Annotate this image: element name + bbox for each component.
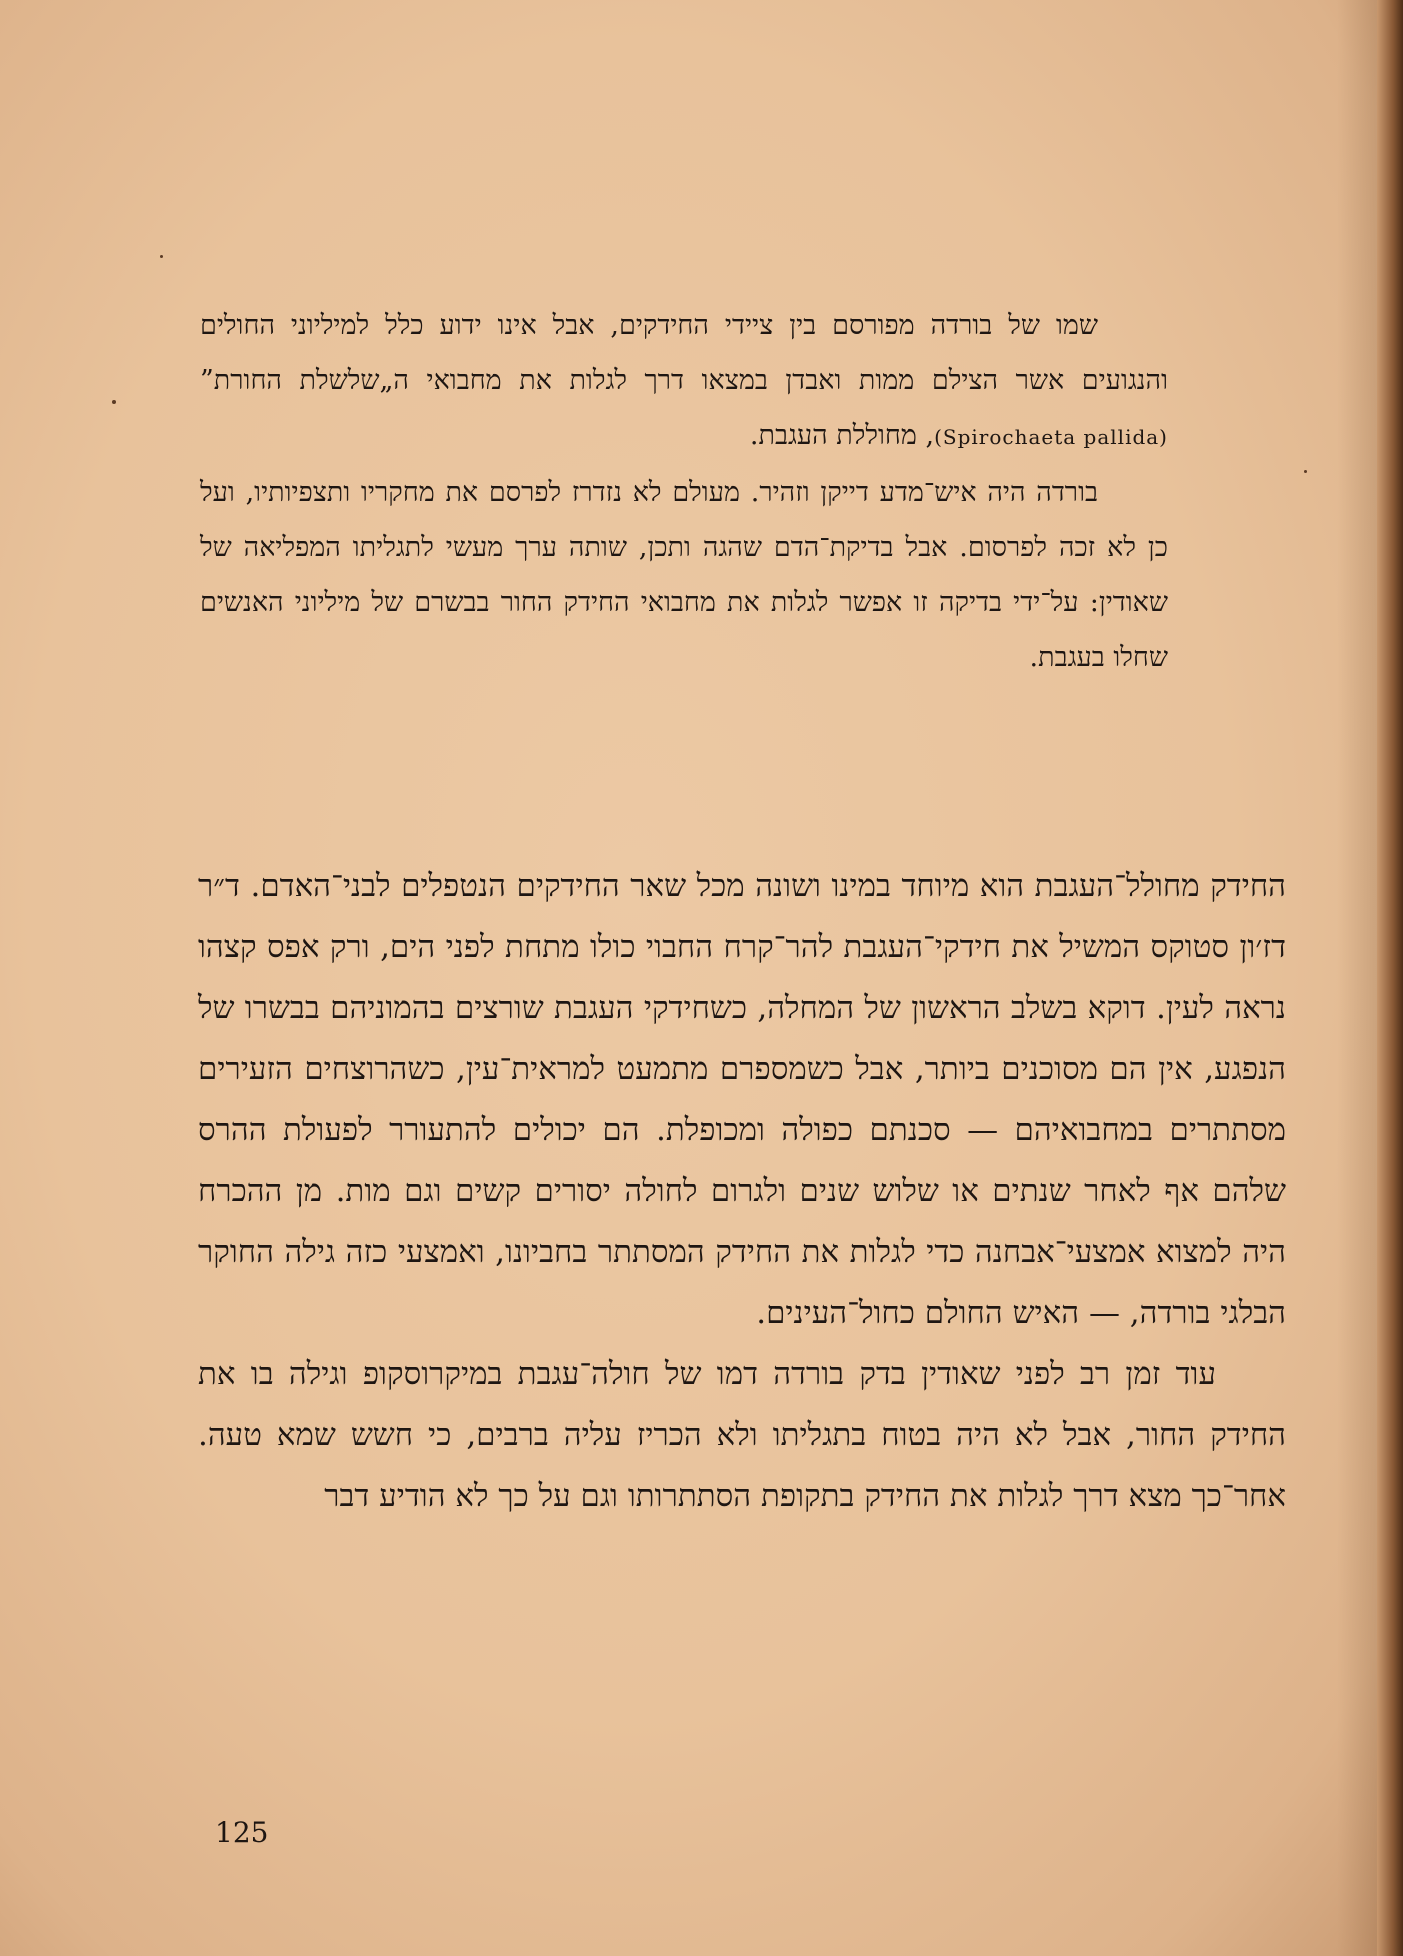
paragraph: עוד זמן רב לפני שאודין בדק בורדה דמו של חולה־עגבת במיקרוסקופ וגילה בו את החידק החור, אבל לא היה בטוח בתגליתו ולא הכריז עליה ברבים, כי חשש שמא טעה. אחר־כך מצא דרך לגלות את החידק בתקופת הסתתרותו וגם על כך לא הודיע דבר [198, 1356, 1286, 1514]
page-number: 125 [215, 1816, 269, 1849]
paragraph: בורדה היה איש־מדע דייקן וזהיר. מעולם לא נזדרז לפרסם את מחקריו ותצפיותיו, ועל כן לא זכה לפרסום. אבל בדיקת־הדם שהגה ותכן, שותה ערך מעשי לתגליתו המפליאה של שאודין: על־ידי בדיקה זו אפשר לגלות את מחבואי החידק החור בבשרם של מיליוני האנשים שחלו בעגבת. [200, 477, 1168, 673]
page-edge-shadow [1337, 0, 1377, 1956]
paper-speck [112, 400, 116, 404]
paragraph-text: , מחוללת העגבת. [749, 420, 935, 451]
paragraph-text: שמו של בורדה מפורסם בין ציידי החידקים, אבל אינו ידוע כלל למיליוני החולים והנגועים אשר הצילם ממות ואבדן במצאו דרך לגלות את מחבואי ה„שלשלת החורת” [200, 310, 1168, 396]
text-section-2 [198, 856, 1286, 1527]
paper-speck [160, 255, 163, 258]
paragraph: החידק מחולל־העגבת הוא מיוחד במינו ושונה מכל שאר החידקים הנטפלים לבני־האדם. ד״ר דז׳ון סטוקס המשיל את חידקי־העגבת להר־קרח החבוי כולו מתחת לפני הים, ורק אפס קצהו נראה לעין. דוקא בשלב הראשון של המחלה, כשחידקי העגבת שורצים בהמוניהם בבשרו של הנפגע, אין הם מסוכנים ביותר, אבל כשמספרם מתמעט למראית־עין, כשהרוצחים הזעירים מסתתרים במחבואיהם — סכנתם כפולה ומכופלת. הם יכולים להתעורר לפעולת ההרס שלהם אף לאחר שנתים או שלוש שנים ולגרום לחולה יסורים קשים וגם מות. מן ההכרח היה למצוא אמצעי־אבחנה כדי לגלות את החידק המסתתר בחביונו, ואמצעי כזה גילה החוקר הבלגי בורדה, — האיש החולם כחול־העינים. [198, 868, 1286, 1331]
page-fold [1377, 0, 1403, 1956]
latin-term: (Spirochaeta pallida) [934, 425, 1168, 449]
paper-speck [1304, 470, 1307, 473]
text-section-1 [200, 298, 1168, 685]
paragraph [200, 298, 1168, 465]
